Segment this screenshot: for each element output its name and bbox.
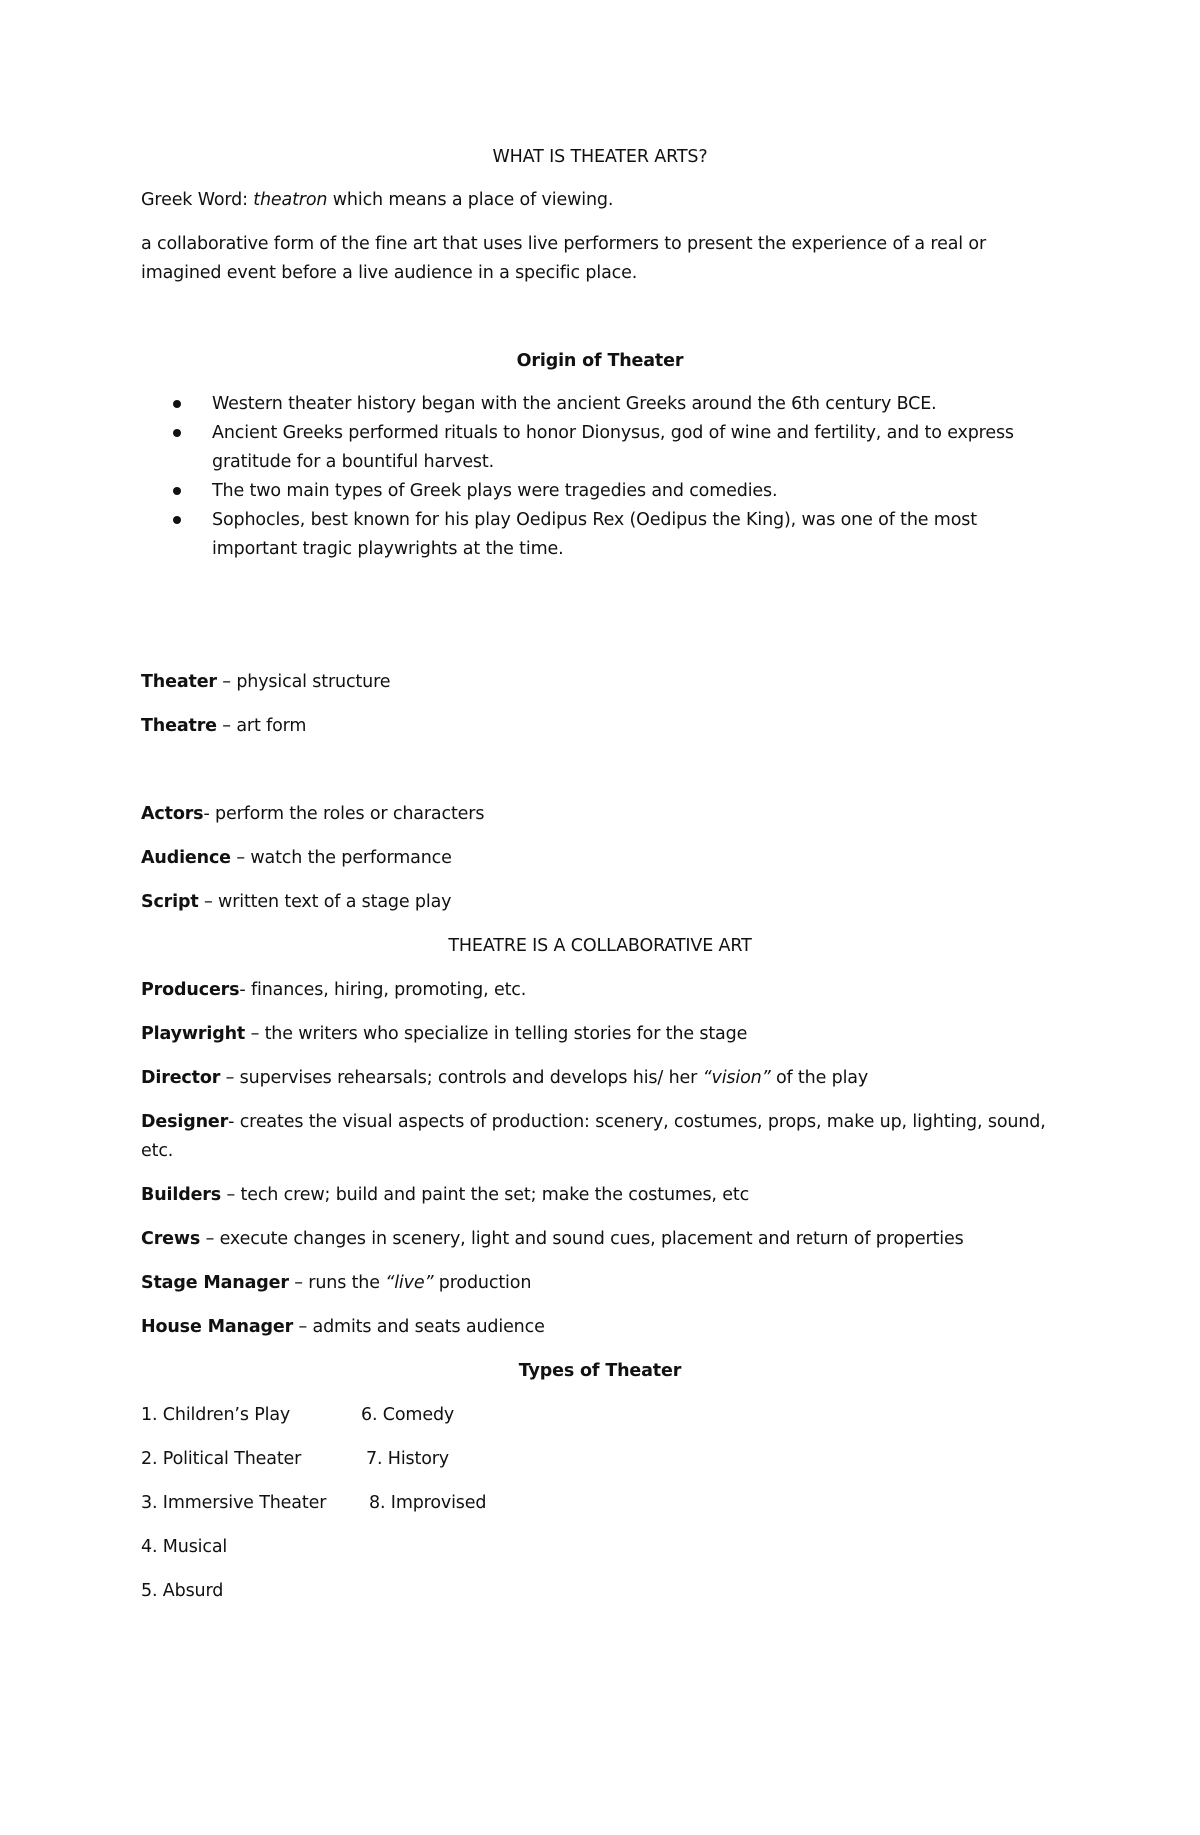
- type-item: 6. Comedy: [361, 1405, 455, 1425]
- collab-label: Stage Manager: [141, 1273, 289, 1293]
- role-label: Script: [141, 892, 199, 912]
- collab-emphasis: “live”: [385, 1273, 434, 1293]
- collab-description-end: of the play: [770, 1068, 869, 1088]
- collab-label: House Manager: [141, 1317, 294, 1337]
- bullet-text-continued: important tragic playwrights at the time.: [212, 539, 564, 559]
- greek-word-prefix: Greek Word:: [141, 190, 254, 210]
- role-separator: –: [198, 892, 219, 912]
- types-heading: Types of Theater: [518, 1361, 682, 1381]
- bullet-icon: [173, 400, 181, 408]
- bullet-text: The two main types of Greek plays were tragedies and comedies.: [212, 481, 778, 501]
- bullet-icon: [173, 516, 181, 524]
- collab-director: [141, 1064, 868, 1093]
- collab-description: runs the: [308, 1273, 386, 1293]
- definition-line-2: imagined event before a live audience in a specific place.: [141, 263, 638, 283]
- collab-separator: –: [220, 1068, 240, 1088]
- term-separator: –: [216, 716, 237, 736]
- collab-heading: THEATRE IS A COLLABORATIVE ART: [448, 936, 752, 956]
- collab-label: Director: [141, 1068, 221, 1088]
- term-label: Theatre: [141, 716, 217, 736]
- collab-description: admits and seats audience: [312, 1317, 545, 1337]
- collab-builders: [141, 1181, 749, 1210]
- collab-description: the writers who specialize in telling stories for the stage: [264, 1024, 748, 1044]
- collab-house-manager: [141, 1313, 545, 1342]
- collab-emphasis: “vision”: [702, 1068, 771, 1088]
- collab-label: Builders: [141, 1185, 222, 1205]
- collab-separator: –: [245, 1024, 265, 1044]
- document-title: WHAT IS THEATER ARTS?: [492, 147, 708, 167]
- collab-description: creates the visual aspects of production: scenery, costumes, props, make up, lighting, sound,: [239, 1112, 1046, 1132]
- collab-stage-manager: [141, 1269, 531, 1298]
- collab-separator: -: [228, 1112, 240, 1132]
- collab-description: tech crew; build and paint the set; make the costumes, etc: [240, 1185, 750, 1205]
- collab-designer: [141, 1108, 1046, 1137]
- collab-description-end: production: [433, 1273, 532, 1293]
- role-label: Audience: [141, 848, 231, 868]
- type-item: 5. Absurd: [141, 1581, 224, 1601]
- bullet-text: Sophocles, best known for his play Oedipus Rex (Oedipus the King), was one of the most: [212, 510, 977, 530]
- collab-playwright: [141, 1020, 747, 1049]
- bullet-icon: [173, 429, 181, 437]
- collab-description: execute changes in scenery, light and sound cues, placement and return of properties: [219, 1229, 964, 1249]
- collab-separator: –: [221, 1185, 241, 1205]
- collab-separator: –: [293, 1317, 313, 1337]
- definition-line-1: a collaborative form of the fine art that uses live performers to present the experience of a real or: [141, 234, 986, 254]
- collab-label: Producers: [141, 980, 240, 1000]
- term-description: physical structure: [236, 672, 391, 692]
- collab-producers: [141, 976, 526, 1005]
- greek-word-suffix: which means a place of viewing.: [327, 190, 614, 210]
- bullet-text: Western theater history began with the ancient Greeks around the 6th century BCE.: [212, 394, 937, 414]
- type-item: 4. Musical: [141, 1537, 228, 1557]
- term-description: art form: [236, 716, 307, 736]
- collab-separator: –: [288, 1273, 309, 1293]
- collab-label: Playwright: [141, 1024, 246, 1044]
- type-item: 7. History: [366, 1449, 450, 1469]
- type-item: 1. Children’s Play: [141, 1405, 291, 1425]
- bullet-icon: [173, 487, 181, 495]
- role-label: Actors: [141, 804, 204, 824]
- role-actors: [141, 800, 484, 829]
- bullet-text-continued: gratitude for a bountiful harvest.: [212, 452, 495, 472]
- role-audience: [141, 844, 452, 873]
- greek-word-term: theatron: [253, 190, 328, 210]
- type-item: 8. Improvised: [369, 1493, 487, 1513]
- bullet-text: Ancient Greeks performed rituals to honor Dionysus, god of wine and fertility, and to express: [212, 423, 1014, 443]
- term-theatre: [141, 712, 306, 741]
- collab-description: finances, hiring, promoting, etc.: [250, 980, 527, 1000]
- role-script: [141, 888, 451, 917]
- role-description: written text of a stage play: [218, 892, 452, 912]
- collab-label: Designer: [141, 1112, 229, 1132]
- term-theater: [141, 668, 390, 697]
- term-separator: –: [216, 672, 237, 692]
- collab-label: Crews: [141, 1229, 201, 1249]
- role-description: watch the performance: [250, 848, 452, 868]
- collab-designer-continued: etc.: [141, 1141, 174, 1161]
- collab-separator: –: [200, 1229, 220, 1249]
- collab-description: supervises rehearsals; controls and develops his/ her: [239, 1068, 703, 1088]
- collab-crews: [141, 1225, 964, 1254]
- type-item: 2. Political Theater: [141, 1449, 302, 1469]
- term-label: Theater: [141, 672, 217, 692]
- origin-heading: Origin of Theater: [516, 351, 684, 371]
- role-description: perform the roles or characters: [215, 804, 485, 824]
- type-item: 3. Immersive Theater: [141, 1493, 327, 1513]
- collab-separator: -: [239, 980, 251, 1000]
- role-separator: -: [203, 804, 216, 824]
- greek-word-line: [141, 186, 613, 215]
- role-separator: –: [230, 848, 251, 868]
